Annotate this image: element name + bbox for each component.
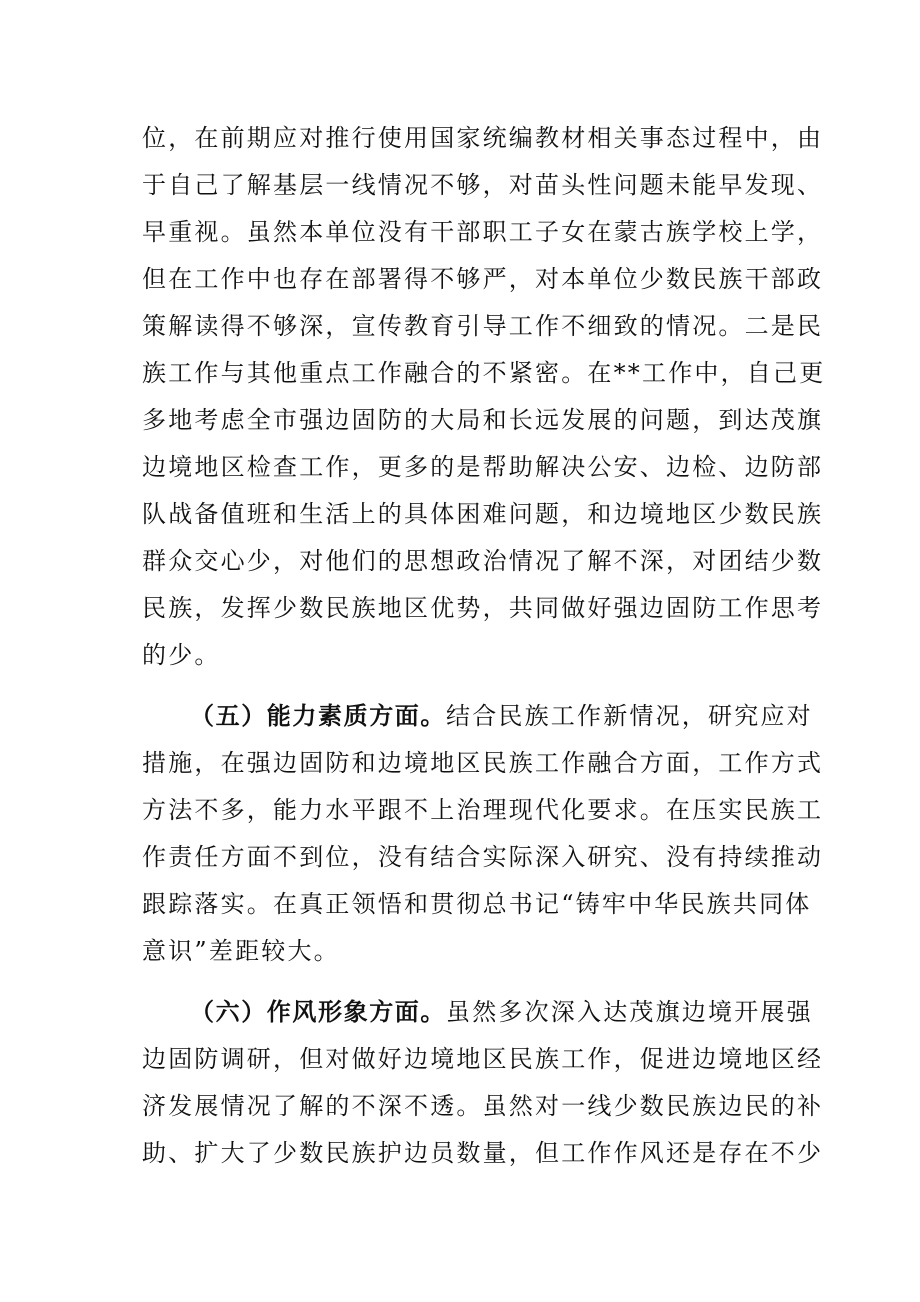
section-6-line-4: 助、扩大了少数民族护边员数量，但工作作风还是存在不少 [142, 1139, 824, 1167]
section-5-first-line [190, 692, 813, 740]
paragraph-1-line-1: 位，在前期应对推行使用国家统编教材相关事态过程中，由 [142, 124, 824, 152]
section-6-line-3: 济发展情况了解的不深不透。虽然对一线少数民族边民的补 [142, 1092, 824, 1120]
paragraph-1-line-5: 策解读得不够深，宣传教育引导工作不细致的情况。二是民 [142, 312, 824, 340]
paragraph-1-line-4: 但在工作中也存在部署得不够严，对本单位少数民族干部政 [142, 265, 824, 293]
paragraph-1-line-3: 早重视。虽然本单位没有干部职工子女在蒙古族学校上学， [142, 218, 824, 246]
paragraph-1-line-8: 边境地区检查工作，更多的是帮助解决公安、边检、边防部 [142, 453, 824, 481]
paragraph-1-line-9: 队战备值班和生活上的具体困难问题，和边境地区少数民族 [142, 500, 824, 528]
paragraph-1-line-10: 群众交心少，对他们的思想政治情况了解不深，对团结少数 [142, 547, 824, 575]
section-5-line-3: 方法不多，能力水平跟不上治理现代化要求。在压实民族工 [142, 796, 824, 824]
paragraph-1-line-11: 民族，发挥少数民族地区优势，共同做好强边固防工作思考 [142, 594, 824, 622]
paragraph-1-line-6: 族工作与其他重点工作融合的不紧密。在**工作中，自己更 [142, 359, 826, 387]
section-5-line-6: 意识”差距较大。 [142, 937, 340, 965]
section-5-heading: （五）能力素质方面。 [190, 702, 446, 730]
section-5-first-line-text: 结合民族工作新情况，研究应对 [446, 702, 813, 730]
section-6-line-2: 边固防调研，但对做好边境地区民族工作，促进边境地区经 [142, 1045, 824, 1073]
section-5-line-2: 措施，在强边固防和边境地区民族工作融合方面，工作方式 [142, 749, 824, 777]
paragraph-1-line-12: 的少。 [142, 641, 221, 669]
section-5-line-5: 跟踪落实。在真正领悟和贯彻总书记“铸牢中华民族共同体 [142, 890, 812, 918]
paragraph-1-line-2: 于自己了解基层一线情况不够，对苗头性问题未能早发现、 [142, 171, 824, 199]
paragraph-1-line-7: 多地考虑全市强边固防的大局和长远发展的问题，到达茂旗 [142, 406, 824, 434]
section-6-first-line [190, 988, 813, 1036]
section-6-first-line-text: 虽然多次深入达茂旗边境开展强 [446, 998, 813, 1026]
section-6-heading: （六）作风形象方面。 [190, 998, 446, 1026]
section-5-line-4: 作责任方面不到位，没有结合实际深入研究、没有持续推动 [142, 843, 824, 871]
